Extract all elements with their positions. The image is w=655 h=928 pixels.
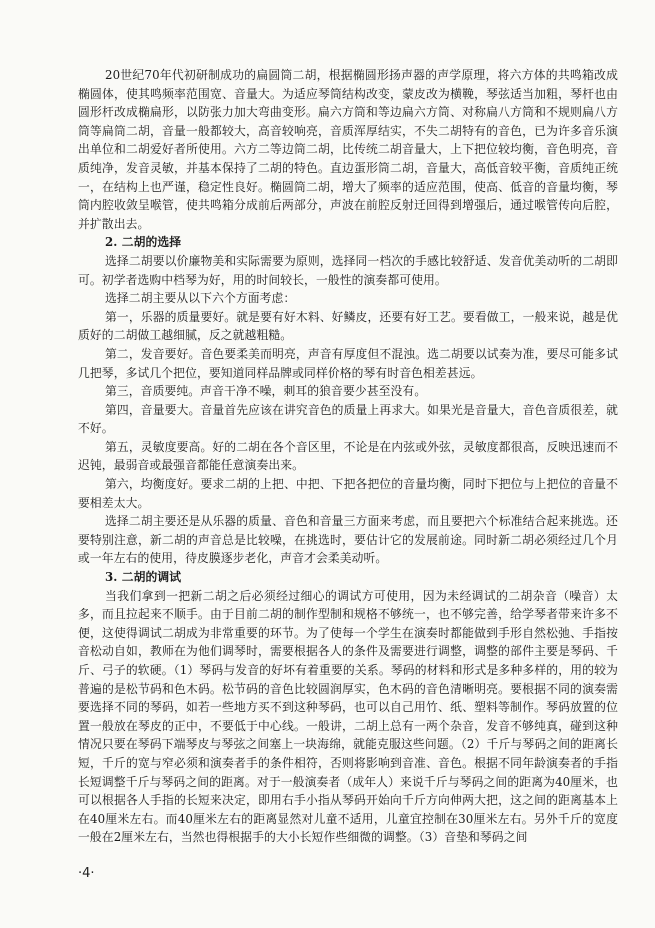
criterion-paragraph: 第二，发音要好。音色要柔美而明亮，声音有厚度但不混浊。选二胡要以试奏为准，要尽可能多试几把琴，多试几个把位，要知道同样品牌或同样价格的琴有时音色相差甚远。 <box>78 346 618 380</box>
body-paragraph: 20世纪70年代初研制成功的扁圆筒二胡，根据椭圆形扬声器的声学原理，将六方体的共鸣箱改成椭圆体，使其鸣频率范围宽、音量大。为适应琴筒结构改变，蒙皮改为横鞔，琴弦适当加粗，琴杆也由圆形杆改成椭扁形，以防张力加大弯曲变形。扁六方筒和等边扁六方筒、对称扁八方筒和不规则扁八方筒等扁筒二胡，音量一般都较大，高音较响亮，音质浑厚结实，不失二胡特有的音色，已为许多音乐演出单位和二胡爱好者所使用。六方二等边筒二胡，比传统二胡音量大，上下把位较均衡，音色明亮，音质纯净，发音灵敏，并基本保持了二胡的特色。直边蛋形筒二胡，音量大，高低音较平衡，音质纯正统一，在结构上也严谨，稳定性良好。椭圆筒二胡，增大了频率的适应范围，使高、低音的音量均衡，琴筒内腔收敛呈喉管，使共鸣箱分成前后两部分，声波在前腔反射迁回得到增强后，通过喉管传向后腔，并扩散出去。 <box>78 68 618 231</box>
body-paragraph: 选择二胡要以价廉物美和实际需要为原则，选择同一档次的手感比较舒适、发音优美动听的二胡即可。初学者选购中档琴为好，用的时间较长，一般性的演奏都可使用。 <box>78 253 618 287</box>
section-heading-erhu-tuning: 3. 二胡的调试 <box>105 570 182 585</box>
criterion-paragraph: 第四，音量要大。音量首先应该在讲究音色的质量上再求大。如果光是音量大，音色音质很差，就不好。 <box>78 402 618 436</box>
criterion-paragraph: 第三，音质要纯。声音干净不噪，刺耳的狼音要少甚至没有。 <box>105 384 427 399</box>
page-number: ·4· <box>78 866 95 881</box>
criterion-paragraph: 第一，乐器的质量要好。就是要有好木料、好鳞皮，还要有好工艺。要看做工，一般来说，越是优质好的二胡做工越细腻，反之就越粗糙。 <box>78 309 618 343</box>
page-body <box>78 66 618 847</box>
section-heading-erhu-selection: 2. 二胡的选择 <box>105 235 182 250</box>
body-paragraph: 当我们拿到一把新二胡之后必须经过细心的调试方可使用，因为未经调试的二胡杂音（噪音）太多，而且拉起来不顺手。由于目前二胡的制作型制和规格不够统一，也不够完善，给学琴者带来许多不便，这使得调试二胡成为非常重要的环节。为了使每一个学生在演奏时都能做到手形自然松弛、手指按音松动自如，教师在为他们调琴时，需要根据各人的条件及需要进行调整，调整的部件主要是琴码、千斤、弓子的软硬。（1）琴码与发音的好坏有着重要的关系。琴码的材料和形式是多种多样的，用的较为普遍的是松节码和色木码。松节码的音色比较圆润厚实，色木码的音色清晰明亮。要根据不同的演奏需要选择不同的琴码，如若一些地方买不到这种琴码，也可以自己用竹、纸、塑料等制作。琴码放置的位置一般放在琴皮的正中，不要低于中心线。一般讲，二胡上总有一两个杂音，发音不够纯真，碰到这种情况只要在琴码下端琴皮与琴弦之间塞上一块海绵，就能克服这些问题。（2）千斤与琴码之间的距离长短，千斤的宽与窄必须和演奏者手的条件相符，否则将影响到音准、音色。根据不同年龄演奏者的手指长短调整千斤与琴码之间的距离。对于一般演奏者（成年人）来说千斤与琴码之间的距离为40厘米，也可以根据各人手指的长短来决定，即用右手小指从琴码开始向千斤方向伸两大把，这之间的距离基本上在40厘米左右。而40厘米左右的距离显然对儿童不适用，儿童宜控制在30厘米左右。另外千斤的宽度一般在2厘米左右，当然也得根据手的大小长短作些细微的调整。（3）音垫和琴码之间 <box>78 588 618 845</box>
criterion-paragraph: 第五，灵敏度要高。好的二胡在各个音区里，不论是在内弦或外弦，灵敏度都很高，反映迅速而不迟钝，最弱音或最强音都能任意演奏出来。 <box>78 439 618 473</box>
criterion-paragraph: 第六，均衡度好。要求二胡的上把、中把、下把各把位的音量均衡，同时下把位与上把位的音量不要相差太大。 <box>78 477 618 510</box>
body-paragraph: 选择二胡主要从以下六个方面考虑： <box>105 291 296 306</box>
body-paragraph: 选择二胡主要还是从乐器的质量、音色和音量三方面来考虑，而且要把六个标准结合起来挑选。还要特别注意，新二胡的声音总是比较噪，在挑选时，要估计它的发展前途。同时新二胡必须经过几个月或一年左右的使用，待皮膜逐步老化，声音才会柔美动听。 <box>78 514 618 566</box>
